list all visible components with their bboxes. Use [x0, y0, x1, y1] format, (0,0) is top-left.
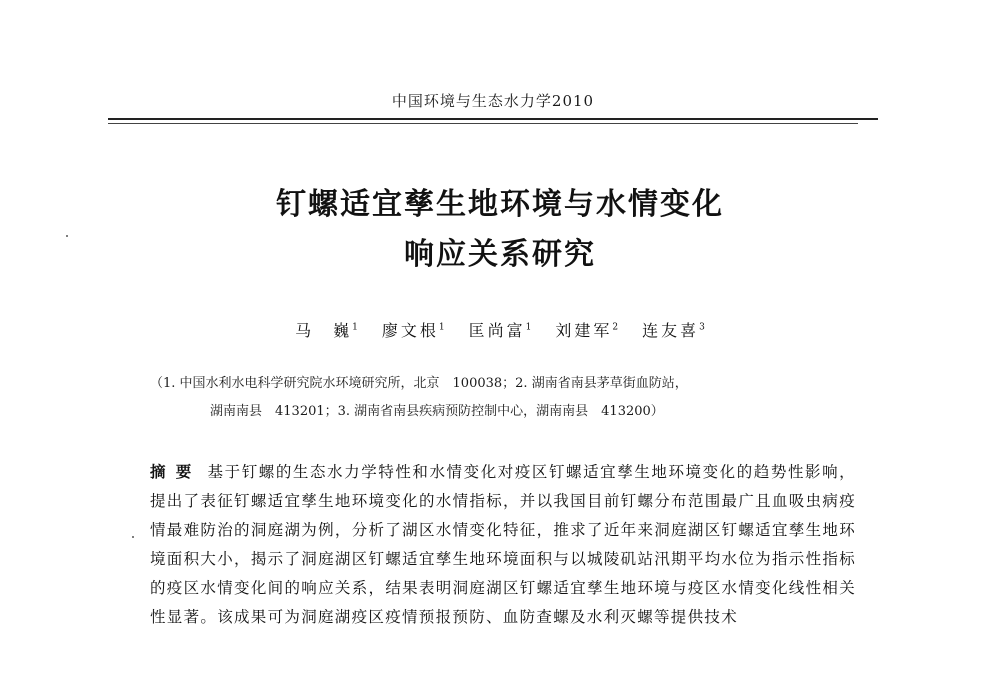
abstract-text: 基于钉螺的生态水力学特性和水情变化对疫区钉螺适宜孳生地环境变化的趋势性影响，提出了表征钉螺适宜孳生地环境变化的水情指标，并以我国目前钉螺分布范围最广且血吸虫病疫情最难防治的洞庭湖为例，分析了湖区水情变化特征，推求了近年来洞庭湖区钉螺适宜孳生地环境面积大小，揭示了洞庭湖区钉螺适宜孳生地环境面积与以城陵矶站汛期平均水位为指示性指标的疫区水情变化间的响应关系，结果表明洞庭湖区钉螺适宜孳生地环境与疫区水情变化线性相关性显著。该成果可为洞庭湖疫区疫情预报预防、血防查螺及水利灭螺等提供技术 — [150, 463, 856, 626]
author — [555, 318, 618, 341]
author-name: 匡尚富 — [468, 321, 526, 340]
author-affiliation-mark: 1 — [525, 322, 532, 333]
author-affiliation-mark: 1 — [352, 322, 358, 333]
affiliation-line1: （1. 中国水利水电科学研究院水环境研究所，北京 100038；2. 湖南省南县茅草街血防站， — [150, 376, 688, 391]
author-list — [200, 318, 800, 341]
affiliations — [150, 370, 870, 426]
paper-title — [120, 180, 880, 280]
author-affiliation-mark: 2 — [612, 322, 619, 333]
author — [382, 318, 445, 341]
abstract-label: 摘要 — [150, 463, 202, 481]
header-rule-thick — [108, 118, 878, 120]
scan-speck — [66, 235, 68, 237]
abstract — [150, 458, 856, 632]
journal-header: 中国环境与生态水力学2010 — [391, 92, 595, 110]
author-name: 刘建军 — [555, 321, 613, 340]
author-affiliation-mark: 3 — [699, 322, 705, 333]
author-name: 廖文根 — [381, 321, 439, 340]
paper-title-line2: 响应关系研究 — [404, 237, 596, 272]
author-name: 马 巍 — [295, 321, 353, 340]
affiliation-line2: 湖南南县 413201；3. 湖南省南县疾病预防控制中心，湖南南县 413200） — [210, 404, 664, 419]
header-rule-thin — [108, 123, 858, 124]
author — [642, 318, 705, 341]
paper-title-line1: 钉螺适宜孳生地环境与水情变化 — [276, 187, 724, 222]
author — [469, 318, 532, 341]
author — [295, 318, 358, 341]
author-affiliation-mark: 1 — [438, 322, 445, 333]
scan-speck — [132, 536, 134, 538]
author-name: 连友喜 — [642, 321, 700, 340]
